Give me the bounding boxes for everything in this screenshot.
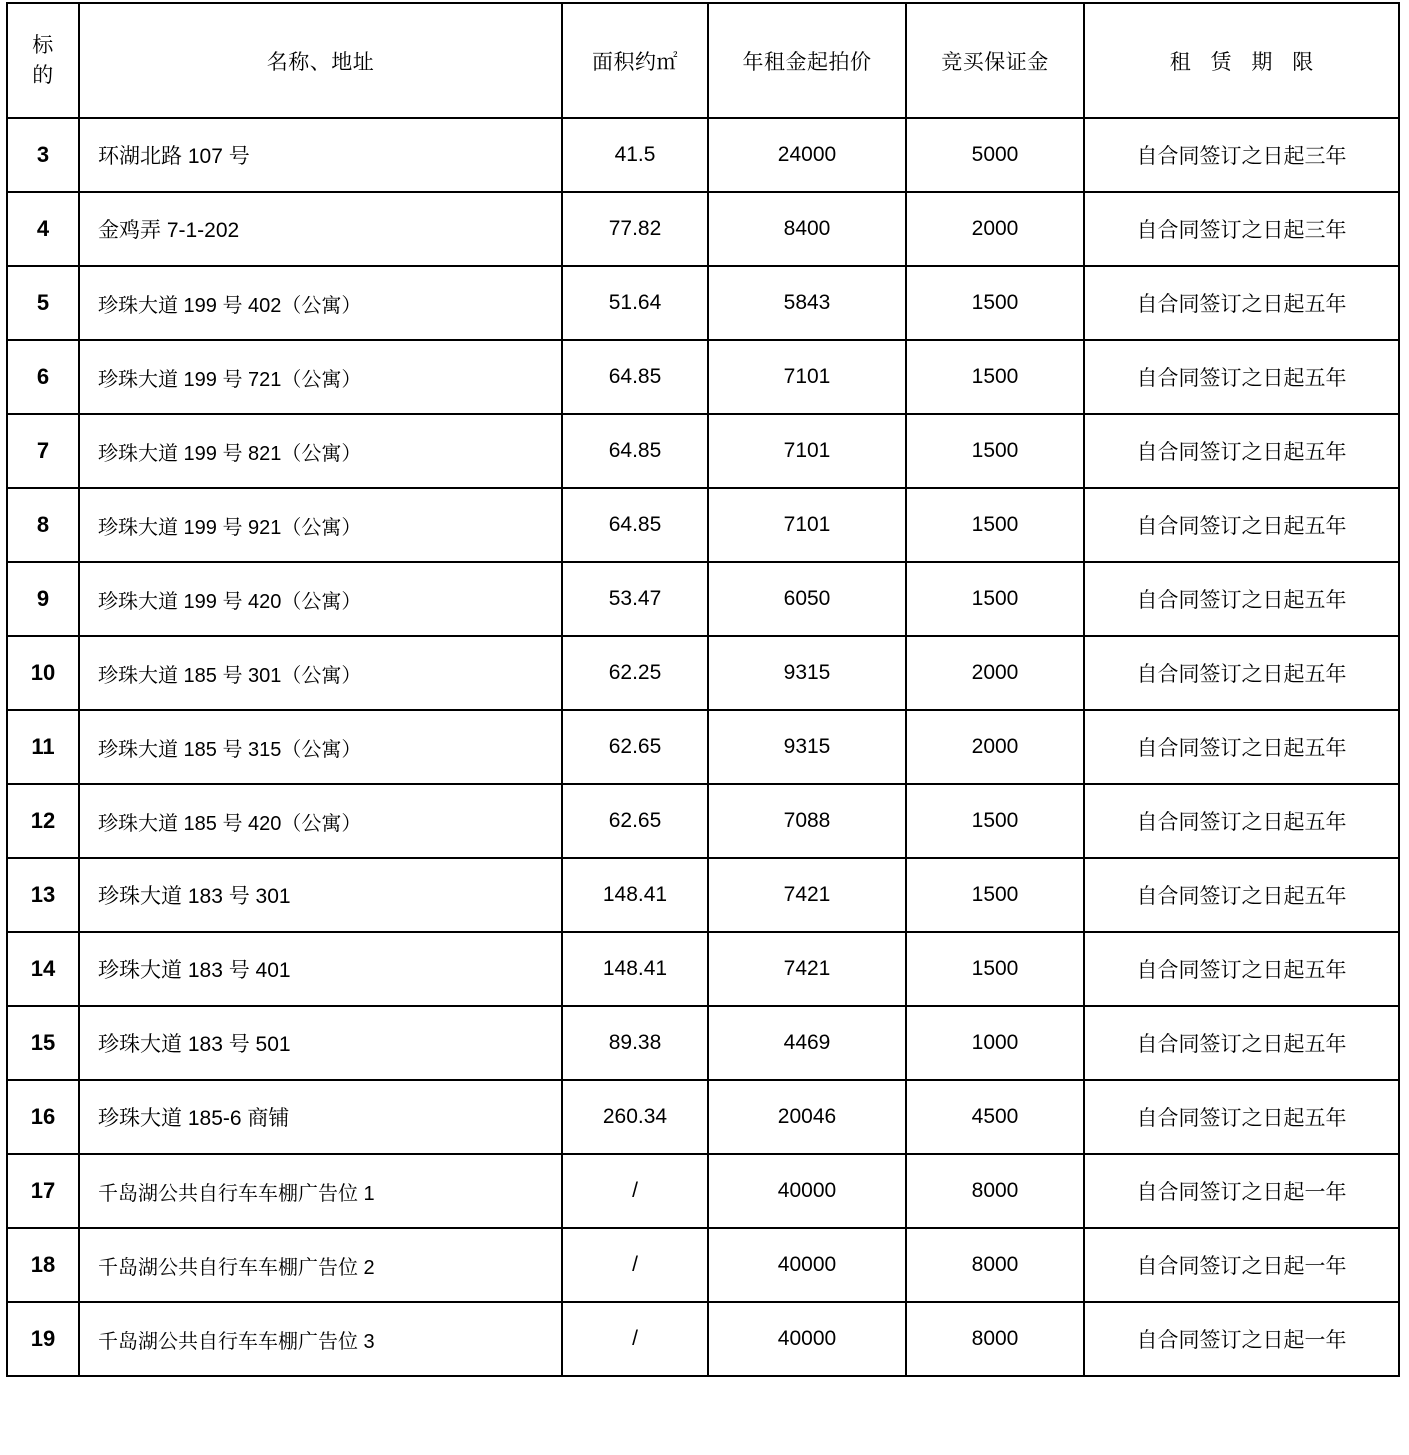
cell-deposit: 8000: [906, 1302, 1084, 1376]
cell-name: 金鸡弄 7-1-202: [79, 192, 562, 266]
cell-name: 珍珠大道 185 号 301（公寓）: [79, 636, 562, 710]
cell-price: 7421: [708, 858, 906, 932]
lease-listing-table: [6, 2, 1400, 1377]
cell-name: 珍珠大道 185 号 420（公寓）: [79, 784, 562, 858]
cell-term: 自合同签订之日起五年: [1084, 488, 1399, 562]
cell-id: 17: [7, 1154, 79, 1228]
cell-area: 41.5: [562, 118, 708, 192]
column-header-deposit: 竞买保证金: [906, 3, 1084, 118]
table-row: [7, 784, 1399, 858]
table-row: [7, 636, 1399, 710]
cell-name: 珍珠大道 199 号 821（公寓）: [79, 414, 562, 488]
cell-id: 5: [7, 266, 79, 340]
cell-term: 自合同签订之日起五年: [1084, 858, 1399, 932]
cell-deposit: 4500: [906, 1080, 1084, 1154]
cell-area: 64.85: [562, 414, 708, 488]
cell-area: 77.82: [562, 192, 708, 266]
cell-id: 13: [7, 858, 79, 932]
cell-term: 自合同签订之日起五年: [1084, 784, 1399, 858]
cell-term: 自合同签订之日起一年: [1084, 1228, 1399, 1302]
cell-price: 40000: [708, 1228, 906, 1302]
cell-area: 64.85: [562, 488, 708, 562]
cell-term: 自合同签订之日起一年: [1084, 1154, 1399, 1228]
cell-area: 62.25: [562, 636, 708, 710]
cell-name: 千岛湖公共自行车车棚广告位 2: [79, 1228, 562, 1302]
cell-deposit: 1500: [906, 266, 1084, 340]
cell-id: 9: [7, 562, 79, 636]
cell-term: 自合同签订之日起五年: [1084, 562, 1399, 636]
cell-area: 260.34: [562, 1080, 708, 1154]
column-header-id-line1: 标: [32, 33, 54, 57]
table-header: [7, 3, 1399, 118]
cell-term: 自合同签订之日起三年: [1084, 192, 1399, 266]
table-row: [7, 710, 1399, 784]
cell-area: 64.85: [562, 340, 708, 414]
cell-area: /: [562, 1302, 708, 1376]
table-row: [7, 340, 1399, 414]
cell-term: 自合同签订之日起五年: [1084, 1006, 1399, 1080]
table-row: [7, 858, 1399, 932]
cell-id: 15: [7, 1006, 79, 1080]
cell-deposit: 5000: [906, 118, 1084, 192]
cell-price: 40000: [708, 1154, 906, 1228]
column-header-price: 年租金起拍价: [708, 3, 906, 118]
cell-area: /: [562, 1154, 708, 1228]
column-header-name: 名称、地址: [79, 3, 562, 118]
column-header-term: 租 赁 期 限: [1084, 3, 1399, 118]
cell-name: 珍珠大道 199 号 420（公寓）: [79, 562, 562, 636]
table-row: [7, 118, 1399, 192]
table-row: [7, 562, 1399, 636]
table-row: [7, 1080, 1399, 1154]
table-row: [7, 488, 1399, 562]
table-header-row: [7, 3, 1399, 118]
column-header-area: 面积约㎡: [562, 3, 708, 118]
cell-name: 珍珠大道 199 号 402（公寓）: [79, 266, 562, 340]
cell-deposit: 2000: [906, 710, 1084, 784]
cell-deposit: 1500: [906, 340, 1084, 414]
column-header-id-line2: 的: [32, 63, 54, 87]
cell-price: 40000: [708, 1302, 906, 1376]
cell-deposit: 1500: [906, 858, 1084, 932]
cell-id: 11: [7, 710, 79, 784]
cell-name: 珍珠大道 199 号 721（公寓）: [79, 340, 562, 414]
table-row: [7, 932, 1399, 1006]
cell-term: 自合同签订之日起五年: [1084, 932, 1399, 1006]
cell-price: 24000: [708, 118, 906, 192]
cell-name: 珍珠大道 183 号 301: [79, 858, 562, 932]
cell-name: 珍珠大道 199 号 921（公寓）: [79, 488, 562, 562]
cell-deposit: 1000: [906, 1006, 1084, 1080]
cell-deposit: 2000: [906, 636, 1084, 710]
cell-price: 7101: [708, 488, 906, 562]
cell-term: 自合同签订之日起一年: [1084, 1302, 1399, 1376]
cell-id: 10: [7, 636, 79, 710]
table-body: [7, 118, 1399, 1376]
cell-price: 7101: [708, 414, 906, 488]
cell-deposit: 1500: [906, 784, 1084, 858]
cell-deposit: 1500: [906, 932, 1084, 1006]
cell-id: 4: [7, 192, 79, 266]
cell-term: 自合同签订之日起五年: [1084, 1080, 1399, 1154]
table-row: [7, 266, 1399, 340]
cell-area: /: [562, 1228, 708, 1302]
cell-id: 12: [7, 784, 79, 858]
cell-term: 自合同签订之日起五年: [1084, 266, 1399, 340]
cell-price: 20046: [708, 1080, 906, 1154]
cell-deposit: 8000: [906, 1154, 1084, 1228]
cell-name: 珍珠大道 185 号 315（公寓）: [79, 710, 562, 784]
table-row: [7, 414, 1399, 488]
cell-area: 148.41: [562, 932, 708, 1006]
cell-id: 16: [7, 1080, 79, 1154]
cell-term: 自合同签订之日起五年: [1084, 414, 1399, 488]
cell-term: 自合同签订之日起五年: [1084, 636, 1399, 710]
cell-term: 自合同签订之日起五年: [1084, 340, 1399, 414]
table-row: [7, 192, 1399, 266]
column-header-id: [7, 3, 79, 118]
cell-deposit: 1500: [906, 562, 1084, 636]
cell-id: 7: [7, 414, 79, 488]
cell-name: 珍珠大道 185-6 商铺: [79, 1080, 562, 1154]
cell-id: 8: [7, 488, 79, 562]
cell-name: 千岛湖公共自行车车棚广告位 1: [79, 1154, 562, 1228]
cell-price: 4469: [708, 1006, 906, 1080]
table-row: [7, 1302, 1399, 1376]
cell-price: 7421: [708, 932, 906, 1006]
cell-area: 62.65: [562, 784, 708, 858]
cell-name: 环湖北路 107 号: [79, 118, 562, 192]
cell-name: 珍珠大道 183 号 501: [79, 1006, 562, 1080]
cell-price: 7101: [708, 340, 906, 414]
cell-name: 珍珠大道 183 号 401: [79, 932, 562, 1006]
cell-deposit: 8000: [906, 1228, 1084, 1302]
cell-term: 自合同签订之日起三年: [1084, 118, 1399, 192]
cell-area: 53.47: [562, 562, 708, 636]
cell-id: 18: [7, 1228, 79, 1302]
cell-price: 9315: [708, 710, 906, 784]
cell-price: 7088: [708, 784, 906, 858]
cell-area: 62.65: [562, 710, 708, 784]
cell-area: 89.38: [562, 1006, 708, 1080]
cell-area: 148.41: [562, 858, 708, 932]
cell-price: 6050: [708, 562, 906, 636]
cell-id: 19: [7, 1302, 79, 1376]
cell-id: 3: [7, 118, 79, 192]
cell-term: 自合同签订之日起五年: [1084, 710, 1399, 784]
table-row: [7, 1154, 1399, 1228]
cell-price: 9315: [708, 636, 906, 710]
cell-price: 5843: [708, 266, 906, 340]
table-row: [7, 1006, 1399, 1080]
cell-id: 6: [7, 340, 79, 414]
cell-price: 8400: [708, 192, 906, 266]
cell-deposit: 1500: [906, 414, 1084, 488]
cell-deposit: 2000: [906, 192, 1084, 266]
table-row: [7, 1228, 1399, 1302]
cell-name: 千岛湖公共自行车车棚广告位 3: [79, 1302, 562, 1376]
cell-deposit: 1500: [906, 488, 1084, 562]
cell-id: 14: [7, 932, 79, 1006]
cell-area: 51.64: [562, 266, 708, 340]
